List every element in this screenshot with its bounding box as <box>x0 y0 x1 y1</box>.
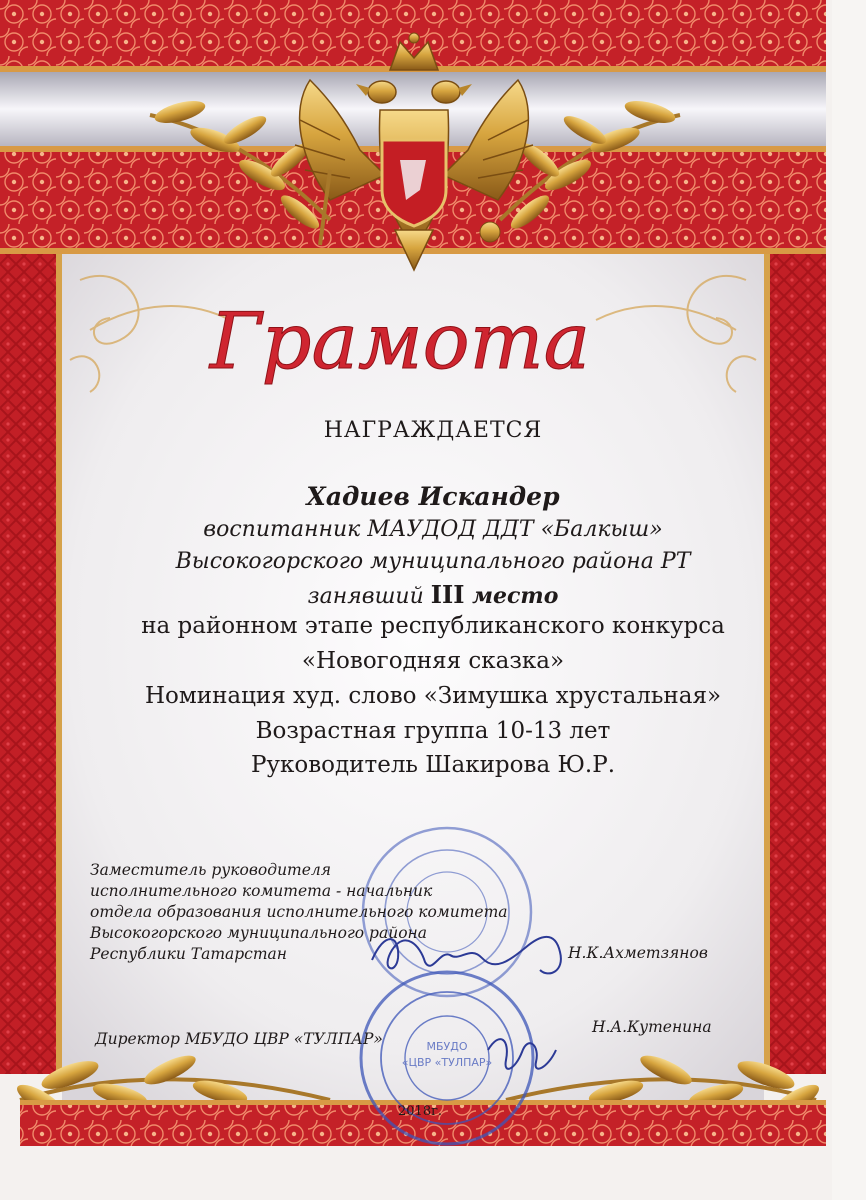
year: 2018г. <box>398 1104 443 1119</box>
director-name: Н.А.Кутенина <box>592 1018 712 1036</box>
official-title-line: отдела образования исполнительного комитета <box>90 903 508 921</box>
line-age-group: Возрастная группа 10-13 лет <box>255 718 611 744</box>
place-suffix: место <box>464 583 559 609</box>
official-name: Н.К.Ахметзянов <box>568 944 708 962</box>
director-title: Директор МБУДО ЦВР «ТУЛПАР» <box>95 1030 383 1048</box>
line-district: Высокогорского муниципального района РТ <box>175 549 691 574</box>
place-prefix: занявший <box>307 584 431 609</box>
line-nomination: Номинация худ. слово «Зимушка хрустальная» <box>144 683 722 709</box>
certificate-heading: Грамота <box>209 297 591 387</box>
official-title-line: Высокогорского муниципального района <box>90 924 427 942</box>
recipient-name: Хадиев Искандер <box>306 482 560 511</box>
official-title-line: Заместитель руководителя <box>90 861 332 879</box>
awarded-label: НАГРАЖДАЕТСЯ <box>323 418 543 443</box>
line-stage: на районном этапе республиканского конкурса <box>141 613 725 639</box>
line-place <box>0 580 866 609</box>
line-supervisor: Руководитель Шакирова Ю.Р. <box>250 752 616 778</box>
official-title-line: Республики Татарстан <box>90 945 288 963</box>
official-title-line: исполнительного комитета - начальник <box>90 882 433 900</box>
place-value: III <box>430 580 465 609</box>
line-contest: «Новогодняя сказка» <box>301 648 565 674</box>
line-student: воспитанник МАУДОД ДДТ «Балкыш» <box>203 517 663 542</box>
stamp-line-1: МБУДО <box>426 1040 468 1053</box>
stamp-line-2: «ЦВР «ТУЛПАР» <box>401 1056 493 1069</box>
official-title <box>90 860 508 965</box>
